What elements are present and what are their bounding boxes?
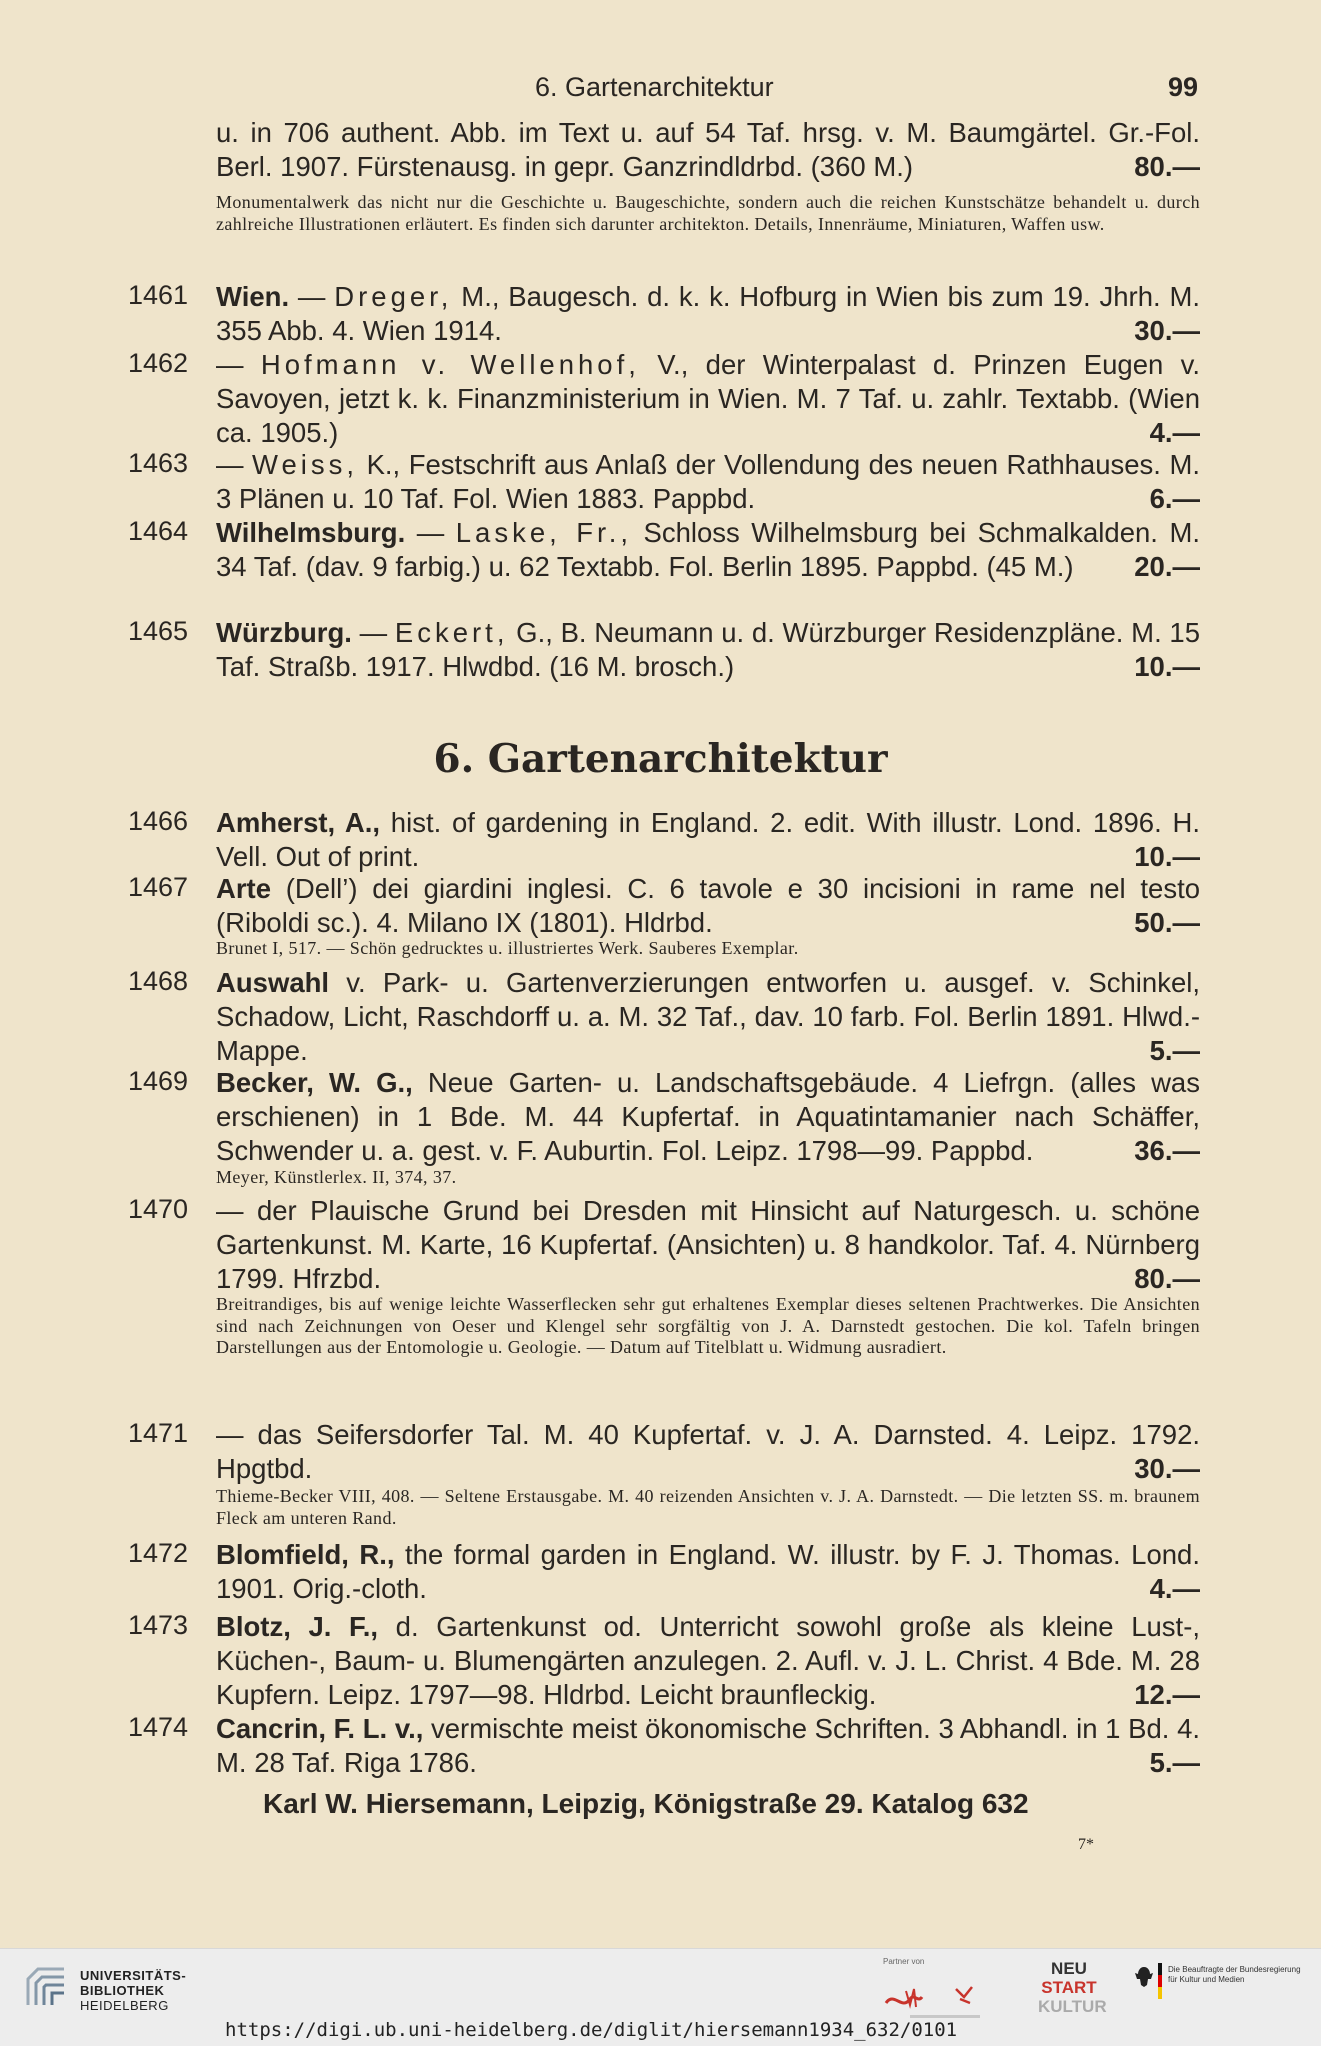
- entry-text: — der Plauische Grund bei Dresden mit Hinsicht auf Naturgesch. u. schöne Gartenkunst. M. Karte, 16 Kupfertaf. (Ansichten) u. 8 handkolor. Taf. 4. Nürnberg 1799. Hfrzbd.: [216, 1195, 1200, 1294]
- price: 6.—: [1149, 483, 1200, 514]
- dash: —: [289, 281, 335, 312]
- entry-author: Eckert,: [394, 617, 509, 648]
- price: 30.—: [1134, 315, 1200, 346]
- entry-number: 1467: [128, 872, 189, 902]
- flag-stripe-icon: [1158, 1963, 1162, 1999]
- permalink-url[interactable]: https://digi.ub.uni-heidelberg.de/diglit/hiersemann1934_632/0101: [225, 2019, 958, 2041]
- neustart-word: START: [1041, 1978, 1097, 1997]
- continuation-line: Gr.-Fol. Berl. 1907. Fürstenausg. in gepr. Ganzrindldrbd. (360 M.): [216, 117, 1200, 182]
- entry-text: Neue Garten- u. Landschaftsgebäude. 4 Liefrgn. (alles was erschienen) in 1 Bde. M. 44 Kupfertaf. in Aquatintamanier nach Schäffer, Schwender u. a. gest. v. F. Auburtin. Fol. Leipz. 1798—99. Pappbd.: [216, 1067, 1200, 1166]
- entry-text: V., der Winterpalast d. Prinzen Eugen v. Savoyen, jetzt k. k. Finanzministerium in Wien. M. 7 Taf. u. zahlr. Textabb. (Wien ca. 1905.): [216, 349, 1200, 448]
- viewer-footer-bar: [0, 1948, 1321, 2046]
- entry-number: 1472: [128, 1538, 189, 1568]
- entry-text: hist. of gardening in England. 2. edit. With illustr. Lond. 1896. H. Vell. Out of print.: [216, 807, 1200, 872]
- price: 20.—: [1134, 551, 1200, 582]
- entry-text: vermischte meist ökonomische Schriften. 3 Abhandl. in 1 Bd. 4. M. 28 Taf. Riga 1786.: [216, 1713, 1201, 1778]
- publisher-footer: Karl W. Hiersemann, Leipzig, Königstraße 29. Katalog 632: [263, 1788, 1029, 1819]
- price: 4.—: [1149, 417, 1200, 448]
- entry-number: 1462: [128, 348, 189, 378]
- neustart-word: NEU: [1051, 1959, 1087, 1978]
- running-head-title: 6. Gartenarchitektur: [535, 72, 774, 102]
- dash: —: [351, 617, 395, 648]
- entry-text: Schloss Wilhelmsburg bei Schmalkalden. M. 34 Taf. (dav. 9 farbig.) u. 62 Textabb. Fol. Berlin 1895. Pappbd. (45 M.): [216, 517, 1200, 582]
- library-name-line: UNIVERSITÄTS-: [80, 1968, 187, 1983]
- entry-text: the formal garden in England. W. illustr. by F. J. Thomas. Lond. 1901. Orig.-cloth.: [216, 1539, 1200, 1604]
- entry-number: 1473: [128, 1610, 189, 1640]
- entry-number: 1471: [128, 1418, 189, 1448]
- neustart-kultur-logo[interactable]: [1038, 1959, 1107, 2016]
- entry-heading: Auswahl: [216, 967, 330, 998]
- entry-number: 1464: [128, 516, 189, 546]
- section-title: 6. Gartenarchitektur: [433, 736, 888, 782]
- price: 10.—: [1134, 841, 1200, 872]
- library-name-line: HEIDELBERG: [80, 1998, 169, 2013]
- price: 36.—: [1134, 1135, 1200, 1166]
- entry-heading: Blomfield, R.,: [216, 1539, 395, 1570]
- annotation-note: Meyer, Künstlerlex. II, 374, 37.: [216, 1167, 457, 1187]
- partner-label: Partner von: [883, 1957, 925, 1966]
- entry-heading: Amherst, A.,: [216, 807, 381, 838]
- price: 80.—: [1134, 151, 1200, 182]
- entry-heading: Wilhelmsburg.: [216, 517, 406, 548]
- dash: —: [216, 349, 261, 380]
- entry-number: 1470: [128, 1194, 189, 1224]
- university-library-name[interactable]: [80, 1968, 186, 2013]
- annotation-note: Breitrandiges, bis auf wenige leichte Wasserflecken sehr gut erhaltenes Exemplar dieses seltenen Prachtwerkes. Die Ansichten sind nach Zeichnungen von Oeser und Klengel sehr sorgfältig von J. A. Darnstedt gestochen. Die kol. Tafeln bringen Darstellungen aus der Entomologie u. Geologie. — Datum auf Titelblatt u. Widmung ausradiert.: [216, 1294, 1200, 1357]
- entry-author: Dreger,: [334, 281, 453, 312]
- entry-heading: Arte: [216, 873, 272, 904]
- continuation-line: u. in 706 authent. Abb. im Text u. auf 54 Taf. hrsg. v. M. Baumgärtel.: [216, 117, 1097, 148]
- neustart-word: KULTUR: [1038, 1997, 1107, 2016]
- entry-text: (Dell’) dei giardini inglesi. C. 6 tavole e 30 incisioni in rame nel testo (Riboldi sc.). 4. Milano IX (1801). Hldrbd.: [216, 873, 1200, 938]
- price: 4.—: [1149, 1573, 1200, 1604]
- federal-eagle-icon: [1134, 1965, 1154, 1989]
- entry-text: M., Baugesch. d. k. k. Hofburg in Wien bis zum 19. Jhrh. M. 355 Abb. 4. Wien 1914.: [216, 281, 1201, 346]
- entry-number: 1463: [128, 448, 189, 478]
- annotation-note: Thieme-Becker VIII, 408. — Seltene Erstausgabe. M. 40 reizenden Ansichten v. J. A. Darnstedt. — Die letzten SS. m. braunem Fleck am unteren Rand.: [216, 1486, 1200, 1528]
- entry-number: 1461: [128, 280, 189, 310]
- library-name-line: BIBLIOTHEK: [80, 1983, 165, 1998]
- university-library-logo-icon[interactable]: [24, 1965, 68, 2009]
- price: 80.—: [1134, 1263, 1200, 1294]
- entry-text: d. Gartenkunst od. Unterricht sowohl große als kleine Lust-, Küchen-, Baum- u. Blumengärten anzulegen. 2. Aufl. v. J. L. Christ. 4 Bde. M. 28 Kupfern. Leipz. 1797—98. Hldrbd. Leicht braunfleckig.: [216, 1611, 1200, 1710]
- bkm-text-line: für Kultur und Medien: [1168, 1975, 1245, 1984]
- bkm-logo[interactable]: [1134, 1959, 1304, 2009]
- entry-author: Hofmann v. Wellenhof,: [260, 349, 640, 380]
- entry-number: 1469: [128, 1066, 189, 1096]
- entry-text: — das Seifersdorfer Tal. M. 40 Kupfertaf. v. J. A. Darnsted. 4. Leipz. 1792. Hpgtbd.: [216, 1419, 1200, 1484]
- price: 50.—: [1134, 907, 1200, 938]
- price: 5.—: [1149, 1747, 1200, 1778]
- entry-heading: Wien.: [216, 281, 290, 312]
- entry-heading: Becker, W. G.,: [216, 1067, 413, 1098]
- bkm-text-line: Die Beauftragte der Bundesregierung: [1168, 1965, 1301, 1974]
- dash: —: [405, 517, 456, 548]
- entry-text: K., Festschrift aus Anlaß der Vollendung des neuen Rathhauses. M. 3 Plänen u. 10 Taf. Fol. Wien 1883. Pappbd.: [216, 449, 1201, 514]
- annotation-note: Monumentalwerk das nicht nur die Geschichte u. Baugeschichte, sondern auch die reichen Kunstschätze behandelt u. durch zahlreiche Illustrationen erläutert. Es finden sich darunter architekton. Details, Innenräume, Miniaturen, Waffen usw.: [216, 192, 1200, 234]
- signature-mark: 7*: [1078, 1836, 1094, 1853]
- entry-number: 1474: [128, 1712, 189, 1742]
- entry-text: G., B. Neumann u. d. Würzburger Residenzpläne. M. 15 Taf. Straßb. 1917. Hlwdbd. (16 M. brosch.): [216, 617, 1201, 682]
- entry-number: 1468: [128, 966, 189, 996]
- entry-number: 1465: [128, 616, 189, 646]
- bkm-text: [1168, 1965, 1301, 1985]
- partner-logo-icon[interactable]: [880, 1969, 1015, 2029]
- entry-author: Weiss,: [252, 449, 359, 480]
- price: 30.—: [1134, 1453, 1200, 1484]
- price: 12.—: [1134, 1679, 1200, 1710]
- page-number: 99: [1168, 72, 1199, 102]
- entry-author: Laske, Fr.,: [455, 517, 632, 548]
- price: 5.—: [1149, 1035, 1200, 1066]
- entry-heading: Cancrin, F. L. v.,: [216, 1713, 424, 1744]
- dash: —: [216, 449, 253, 480]
- entry-heading: Würzburg.: [216, 617, 352, 648]
- entry-heading: Blotz, J. F.,: [216, 1611, 379, 1642]
- annotation-note: Brunet I, 517. — Schön gedrucktes u. illustriertes Werk. Sauberes Exemplar.: [216, 938, 799, 958]
- price: 10.—: [1134, 651, 1200, 682]
- entry-number: 1466: [128, 806, 189, 836]
- entry-text: v. Park- u. Gartenverzierungen entworfen u. ausgef. v. Schinkel, Schadow, Licht, Raschdorff u. a. M. 32 Taf., dav. 10 farb. Fol. Berlin 1891. Hlwd.-Mappe.: [216, 967, 1200, 1066]
